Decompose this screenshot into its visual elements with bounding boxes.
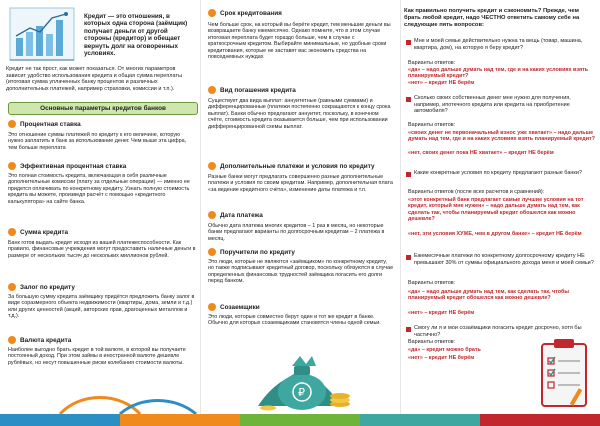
section-header xyxy=(8,283,75,291)
checkbox-icon xyxy=(406,97,411,102)
credit-definition: Кредит — это отношения, в которых одна сторона (заёмщик) получает деньги от другой стороны (кредитор) и обещает вернуть долг на оговоренных условиях. xyxy=(84,13,188,58)
section-header xyxy=(208,86,296,94)
answer-yes: «этот конкретный банк предлагает самые лучшие условия на тот кредит, который мне нужен» – надо дальше думать над тем, как сделать так, чтобы планируемый кредит обошелся как можно дешевле? xyxy=(408,197,584,223)
chart-icon xyxy=(4,4,82,66)
section-text: Существует два вида выплат: аннуитетные (равными суммами) и дифференцированные (платежи постепенно сокращаются к концу срока выплат). Банки обычно предлагают аннуитет, поскольку, в конечном счёте, стоимость кредита оказывается больше, чем при использовании дифференцированной схемы выплат. xyxy=(208,98,391,130)
section-title: Срок кредитования xyxy=(220,9,282,17)
section-title: Созаемщики xyxy=(220,303,260,311)
section-header xyxy=(208,9,282,17)
checkbox-icon xyxy=(406,40,411,45)
answer-no: «нет, своих денег пока НЕ хватает» – кредит НЕ берём xyxy=(408,150,554,156)
clipboard-icon xyxy=(534,336,596,412)
column-left xyxy=(0,0,200,414)
section-text: За большую сумму кредита заёмщику придётся предложить банку залог в виде соразмерного объекта недвижимости (квартиры, дома, земли и т.д.) или других ценностей (акций, авторских прав, драгоценных металлов и т.д.). xyxy=(8,294,195,320)
section-title: Поручители по кредиту xyxy=(220,248,295,256)
answer-yes: «своих денег не первоначальный взнос уже хватает» – надо дальше думать над тем, где и на каких условиях взять планируемый кредит? xyxy=(408,130,595,143)
bottom-color-band xyxy=(0,414,600,426)
variants-label: Варианты ответов: xyxy=(408,339,456,345)
column-middle xyxy=(200,0,400,414)
answer-yes: «да» – надо дальше думать над тем, где и на каких условиях взять планируемый кредит? xyxy=(408,67,589,80)
section-text: Обычно дата платежа многих кредитов – 1 раз в месяц, но некоторые банки предлагают варианты по долгосрочным кредитам – 2 платежа в месяц. xyxy=(208,223,385,242)
variants-label: Варианты ответов: xyxy=(408,60,456,66)
section-text: Это отношение суммы платежей по кредиту к его величине, которую нужно заплатить в банк за использование денег. Чем выше эта цифра, тем больше переплата xyxy=(8,132,187,151)
band-segment xyxy=(240,414,360,426)
section-title: Дата платежа xyxy=(220,211,263,219)
section-header xyxy=(208,248,295,256)
bullet-icon xyxy=(8,228,16,236)
section-header xyxy=(208,162,375,170)
section-title: Валюта кредита xyxy=(20,336,72,344)
parameters-banner: Основные параметры кредитов банков xyxy=(8,102,198,115)
answer-no: «нет» – кредит НЕ берём xyxy=(408,80,475,86)
column-right xyxy=(400,0,600,414)
credit-intro-text: Кредит не так прост, как может показаться. От многих параметров зависит удобство использования кредита и общая сумма переплаты (итоговая сумма уплаченных банку процентов и различных дополнительных платежей, например страховки, комиссии и т.п.). xyxy=(6,66,182,92)
bullet-icon xyxy=(8,162,16,170)
section-title: Дополнительные платежи и условия по кредиту xyxy=(220,162,375,170)
section-title: Залог по кредиту xyxy=(20,283,75,291)
svg-text:₽: ₽ xyxy=(298,386,305,399)
section-header xyxy=(208,303,260,311)
band-segment xyxy=(0,414,120,426)
question-5: Смогу ли я и мои созаёмщики погасить кредит досрочно, хотя бы частично? xyxy=(414,325,582,338)
bullet-icon xyxy=(208,211,216,219)
answer-yes: «да» – кредит можно брать xyxy=(408,347,481,353)
section-text: Чем больше срок, на который вы берёте кредит, тем меньшие деньги вы возвращаете банку ежемесячно. Однако помните, что в этом случае итоговая переплата будет гораздо больше, чем в случае с краткосрочным кредитом. Выбирайте минимальные, но удобные сроки кредитования, которые не заставят вас экономить средства на повседневных нуждах xyxy=(208,22,391,61)
variants-label: Варианты ответов: xyxy=(408,280,456,286)
bullet-icon xyxy=(208,303,216,311)
section-title: Сумма кредита xyxy=(20,228,69,236)
band-segment xyxy=(360,414,480,426)
section-text: Это люди, которые совместно берут один и тот же кредит в банке. Обычно для которых созаемщиками становятся члены одной семьи. xyxy=(208,314,381,327)
section-title: Вид погашения кредита xyxy=(220,86,296,94)
answer-no: «нет» – кредит НЕ берём xyxy=(408,355,475,361)
bullet-icon xyxy=(8,283,16,291)
question-1: Мне и моей семье действительно нужна та вещь (товар, машина, квартира, дом), на которую я беру кредит? xyxy=(414,38,583,51)
section-title: Эффективная процентная ставка xyxy=(20,162,127,170)
checkbox-icon xyxy=(406,255,411,260)
question-3: Какие конкретные условия по кредиту предлагают разные банки? xyxy=(414,170,582,176)
band-segment xyxy=(120,414,240,426)
coin-bag-icon xyxy=(250,338,360,414)
section-header xyxy=(8,120,81,128)
bullet-icon xyxy=(208,162,216,170)
answer-no: «нет» – кредит НЕ берём xyxy=(408,310,475,316)
section-title: Процентная ставка xyxy=(20,120,81,128)
section-header xyxy=(8,228,68,236)
variants-label: Варианты ответов: xyxy=(408,122,456,128)
section-text: Наиболее выгодно брать кредит в той валюте, в которой вы получаете постоянный доход. При этом займы в иностранной валюте дешевле рублёвых, но несут повышенные риски колебания стоимости валюты. xyxy=(8,347,186,366)
checkbox-icon xyxy=(406,172,411,177)
section-text: Это полная стоимость кредита, включающая в себя различные дополнительные комиссии (плату за отдельные операции) — именно ее придется оплачивать по конкретному кредиту. Узнать полную стоимость кредита вы можете, произведя расчёт с помощью «кредитного калькулятора» на сайте банка. xyxy=(8,173,190,205)
section-text: Это люди, которые не являются «заёмщиком» по конкретному кредиту, но также подписывают кредитный договор, поскольку обязуются в случае определенных финансовых трудностей заёмщика погасить его долги перед банком. xyxy=(208,259,394,285)
bullet-icon xyxy=(208,248,216,256)
section-text: Разные банки могут предлагать совершенно разные дополнительные платежи и условия по своим кредитам. Например, дополнительная плата «за ведение кредитного счёта», изменение даты платежа и т.п. xyxy=(208,174,393,193)
section-text: Банк готов выдать кредит исходя из вашей платежеспособности. Как правило, финансовые учреждения могут предоставить наличные деньги в размере от нескольких тысяч до нескольких миллионов рублей. xyxy=(8,240,196,259)
answer-yes: «да» – надо дальше думать над тем, как сделать так, чтобы планируемый кредит обошелся как можно дешевле? xyxy=(408,289,569,302)
bullet-icon xyxy=(8,336,16,344)
decorative-curve xyxy=(0,388,200,414)
section-header xyxy=(8,336,71,344)
answer-no: «нет, эти условия ХУЖЕ, чем в другом банке» – кредит НЕ берём xyxy=(408,231,582,237)
checkbox-icon xyxy=(406,327,411,332)
question-2: Сколько своих собственных денег мне нужно для получения, например, ипотечного кредита или кредита на приобретение автомобиля? xyxy=(414,95,571,114)
band-segment xyxy=(480,414,600,426)
bullet-icon xyxy=(208,9,216,17)
section-header xyxy=(208,211,263,219)
bullet-icon xyxy=(208,86,216,94)
bullet-icon xyxy=(8,120,16,128)
variants-label: Варианты ответов (после всех расчетов и сравнений): xyxy=(408,189,545,195)
questions-intro: Как правильно получить кредит и сэкономить? Прежде, чем брать любой кредит, надо ЧЕСТНО ответить самому себе на следующие пять вопросов: xyxy=(404,8,580,28)
question-4: Ежемесячные платежи по конкретному долгосрочному кредиту НЕ превышают 30% от суммы официального дохода меня и моей семьи? xyxy=(414,253,594,266)
section-header xyxy=(8,162,126,170)
